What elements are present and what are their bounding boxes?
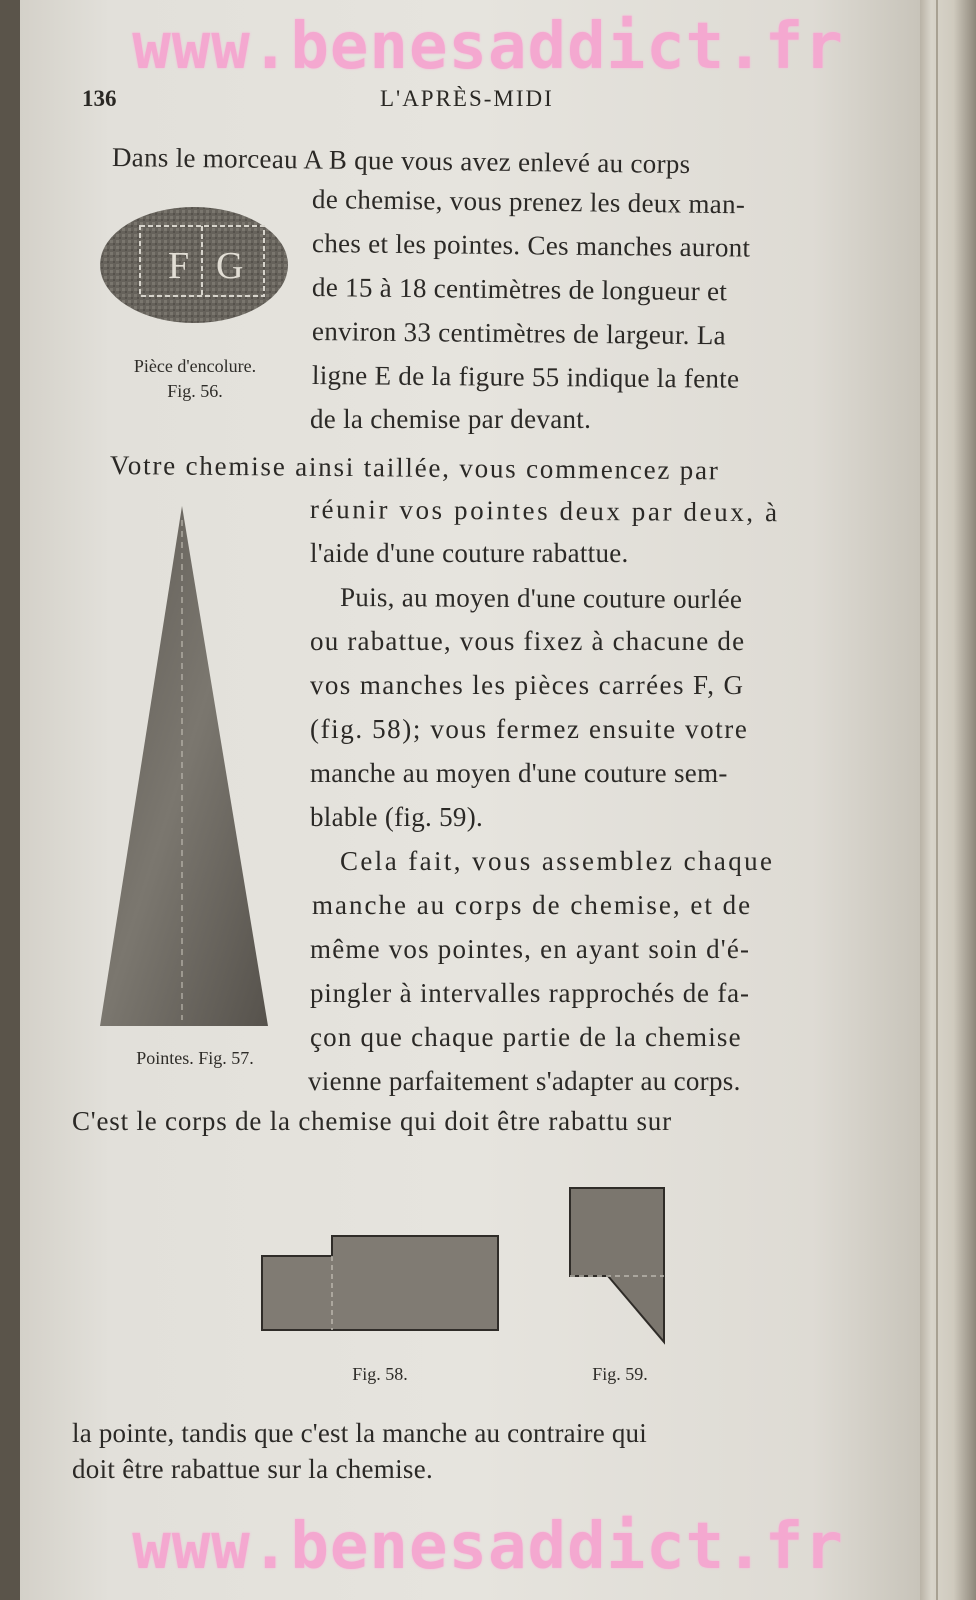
text-line-16: blable (fig. 59). bbox=[310, 802, 484, 832]
text-line-5: environ 33 centimètres de largeur. La bbox=[311, 316, 727, 351]
text-line-8: Votre chemise ainsi taillée, vous commencez par bbox=[109, 450, 720, 486]
text-line-20: pingler à intervalles rapprochés de fa- bbox=[310, 978, 750, 1008]
fig59-caption: Fig. 59. bbox=[592, 1364, 648, 1384]
text-line-17: Cela fait, vous assemblez chaque bbox=[340, 846, 775, 876]
text-line-9: réunir vos pointes deux par deux, à bbox=[309, 494, 780, 528]
text-line-10: l'aide d'une couture rabattue. bbox=[310, 538, 629, 568]
page-number: 136 bbox=[82, 86, 117, 111]
fig56-letter-g: G bbox=[216, 245, 244, 287]
watermark-top: www.benesaddict.fr bbox=[132, 10, 844, 84]
text-line-22: vienne parfaitement s'adapter au corps. bbox=[308, 1066, 741, 1096]
text-line-13: vos manches les pièces carrées F, G bbox=[310, 670, 745, 700]
text-line-18: manche au corps de chemise, et de bbox=[312, 890, 753, 920]
text-line-19: même vos pointes, en ayant soin d'é- bbox=[310, 934, 751, 964]
text-line-7: de la chemise par devant. bbox=[310, 404, 592, 434]
running-head: L'APRÈS-MIDI bbox=[380, 86, 554, 111]
text-line-1: Dans le morceau A B que vous avez enlevé au corps bbox=[111, 142, 691, 180]
text-line-24: la pointe, tandis que c'est la manche au contraire qui bbox=[72, 1418, 647, 1448]
page-edge bbox=[920, 0, 976, 1600]
text-line-12: ou rabattue, vous fixez à chacune de bbox=[310, 626, 746, 656]
text-line-14: (fig. 58); vous fermez ensuite votre bbox=[310, 714, 749, 744]
text-line-21: çon que chaque partie de la chemise bbox=[310, 1022, 742, 1052]
text-line-11: Puis, au moyen d'une couture ourlée bbox=[339, 582, 743, 615]
fig56-neck-piece bbox=[98, 204, 290, 326]
fig57-pointed-gusset bbox=[98, 500, 274, 1034]
watermark-bottom: www.benesaddict.fr bbox=[132, 1510, 844, 1584]
fig56-caption-line2: Fig. 56. bbox=[167, 381, 223, 401]
text-line-23: C'est le corps de la chemise qui doit être rabattu sur bbox=[72, 1106, 672, 1136]
text-line-6: ligne E de la figure 55 indique la fente bbox=[311, 360, 740, 394]
text-line-15: manche au moyen d'une couture sem- bbox=[310, 758, 728, 788]
book-page bbox=[20, 0, 920, 1600]
text-line-2: de chemise, vous prenez les deux man- bbox=[311, 184, 746, 220]
fig58-sleeve-with-squares bbox=[260, 1234, 500, 1332]
fig57-caption: Pointes. Fig. 57. bbox=[136, 1048, 254, 1068]
text-line-25: doit être rabattue sur la chemise. bbox=[72, 1454, 434, 1484]
fig58-caption: Fig. 58. bbox=[352, 1364, 408, 1384]
text-line-3: ches et les pointes. Ces manches auront bbox=[311, 228, 751, 263]
fig56-caption-line1: Pièce d'encolure. bbox=[133, 356, 257, 376]
fig59-closed-sleeve bbox=[568, 1186, 668, 1346]
page-edge-line bbox=[936, 0, 938, 1600]
fig56-letter-f: F bbox=[168, 245, 190, 287]
text-line-4: de 15 à 18 centimètres de longueur et bbox=[311, 272, 728, 307]
